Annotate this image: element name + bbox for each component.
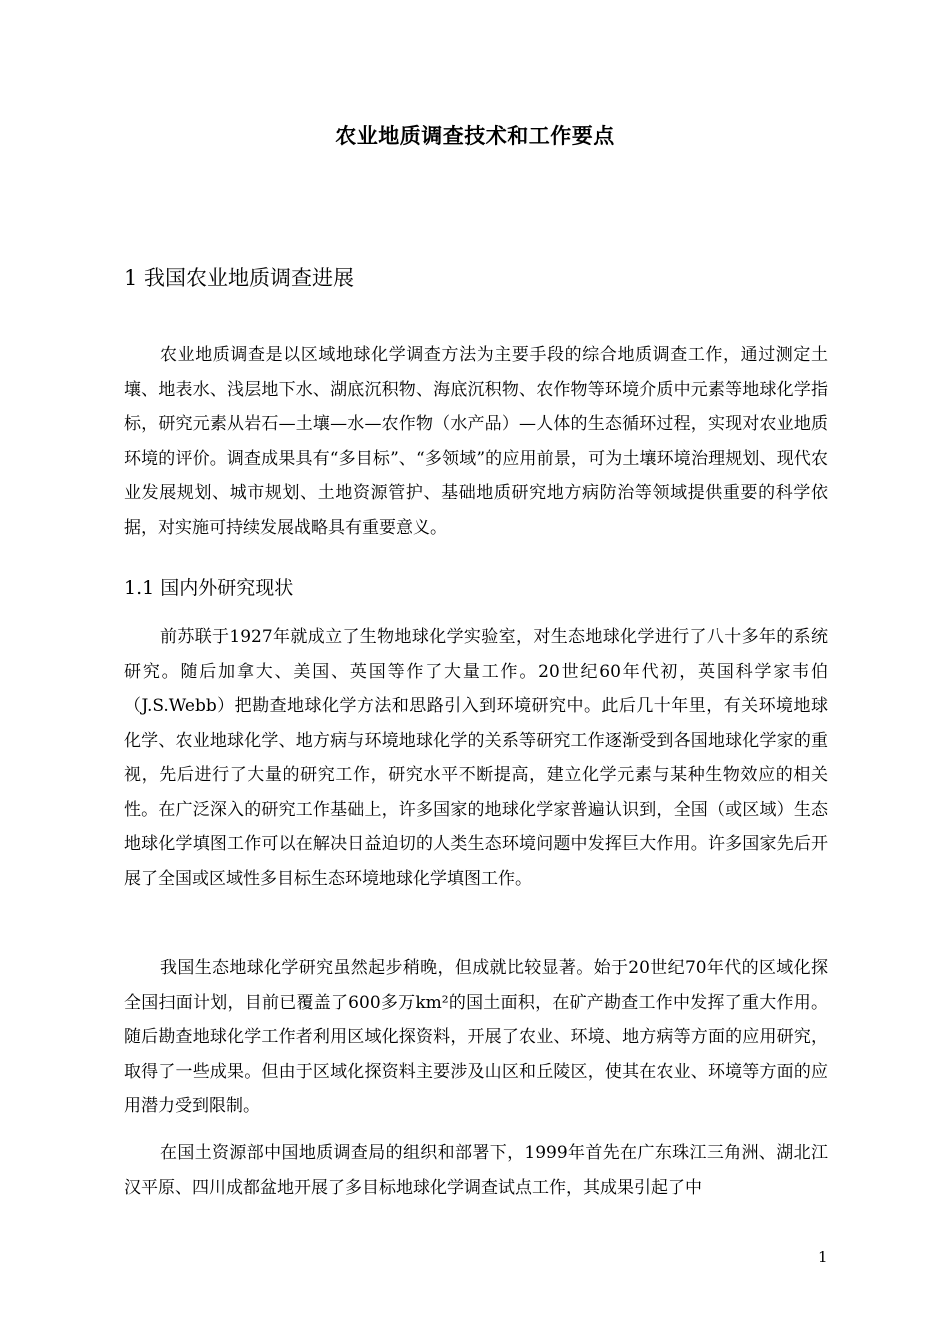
section-heading-1: 1 我国农业地质调查进展 (124, 266, 355, 290)
page-number: 1 (818, 1248, 828, 1266)
section-heading-1-1: 1.1 国内外研究现状 (124, 577, 294, 599)
document-title: 农业地质调查技术和工作要点 (335, 123, 615, 148)
paragraph-intro: 农业地质调查是以区域地球化学调查方法为主要手段的综合地质调查工作，通过测定土壤、地表水、浅层地下水、湖底沉积物、海底沉积物、农作物等环境介质中元素等地球化学指标，研究元素从岩石—土壤—水—农作物（水产品）—人体的生态循环过程，实现对农业地质环境的评价。调查成果具有“多目标”、“多领域”的应用前景，可为土壤环境治理规划、现代农业发展规划、城市规划、土地资源管护、基础地质研究地方病防治等领域提供重要的科学依据，对实施可持续发展战略具有重要意义。 (124, 345, 828, 538)
paragraph-survey-pilot: 在国土资源部中国地质调查局的组织和部署下，1999年首先在广东珠江三角洲、湖北江汉平原、四川成都盆地开展了多目标地球化学调查试点工作，其成果引起了中 (124, 1143, 828, 1198)
paragraph-domestic-research: 我国生态地球化学研究虽然起步稍晚，但成就比较显著。始于20世纪70年代的区域化探全国扫面计划，目前已覆盖了600多万km²的国土面积，在矿产勘查工作中发挥了重大作用。随后勘查地球化学工作者利用区域化探资料，开展了农业、环境、地方病等方面的应用研究，取得了一些成果。但由于区域化探资料主要涉及山区和丘陵区，使其在农业、环境等方面的应用潜力受到限制。 (124, 958, 828, 1116)
paragraph-foreign-research: 前苏联于1927年就成立了生物地球化学实验室，对生态地球化学进行了八十多年的系统研究。随后加拿大、美国、英国等作了大量工作。20世纪60年代初，英国科学家韦伯（J.S.Webb）把勘查地球化学方法和思路引入到环境研究中。此后几十年里，有关环境地球化学、农业地球化学、地方病与环境地球化学的关系等研究工作逐渐受到各国地球化学家的重视，先后进行了大量的研究工作，研究水平不断提高，建立化学元素与某种生物效应的相关性。在广泛深入的研究工作基础上，许多国家的地球化学家普遍认识到，全国（或区域）生态地球化学填图工作可以在解决日益迫切的人类生态环境问题中发挥巨大作用。许多国家先后开展了全国或区域性多目标生态环境地球化学填图工作。 (124, 627, 828, 889)
